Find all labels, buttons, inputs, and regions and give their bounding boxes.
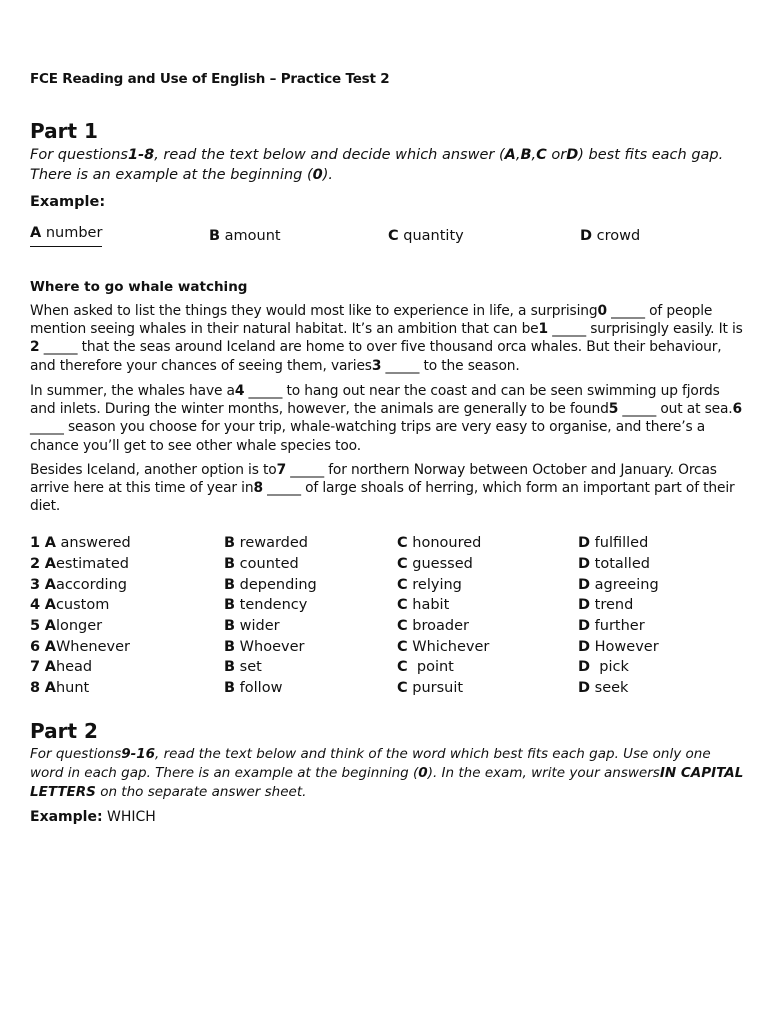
reading-text-title: Where to go whale watching	[30, 279, 248, 295]
part2-instructions: For questions9-16, read the text below and think of the word which best fits each gap. Use only one word in each gap. There is an example at the beginning (0). In the exam, write your answersIN CAPITAL LETTERS on tho separate answer sheet.	[30, 746, 744, 800]
option-word: set	[235, 659, 262, 676]
option-letter: D	[578, 597, 591, 614]
option-word: fulfilled	[590, 535, 649, 552]
option-b	[224, 678, 397, 699]
option-word: pick	[590, 659, 629, 676]
option-d	[578, 574, 744, 595]
option-word: point	[407, 659, 454, 676]
option-word: Whoever	[235, 638, 305, 655]
option-c	[397, 678, 578, 699]
question-row	[30, 616, 744, 637]
option-d	[578, 636, 744, 657]
option-word: However	[590, 638, 659, 655]
question-row	[30, 595, 744, 616]
question-number: 3	[30, 576, 41, 593]
option-word: Whichever	[407, 638, 490, 655]
option-letter: D	[578, 659, 591, 676]
option-letter: C	[397, 680, 408, 697]
option-letter: B	[224, 659, 236, 676]
question-row	[30, 533, 744, 554]
question-row	[30, 574, 744, 595]
option-c	[397, 616, 578, 637]
option-c	[397, 595, 578, 616]
option-d	[578, 616, 744, 637]
option-letter: A	[44, 597, 56, 614]
option-b	[224, 595, 397, 616]
option-letter: B	[224, 618, 236, 635]
question-number: 2	[30, 556, 41, 573]
option-letter: B	[224, 680, 236, 697]
reading-paragraph-2: In summer, the whales have a4 _____ to hang out near the coast and can be seen swimming up fjords and inlets. During the winter months, however, the animals are generally to be found5 _____ out at sea.6 _____ season you choose for your trip, whale-watching trips are very easy to organise, and there’s a chance you’ll get to see other whale species too.	[30, 383, 742, 454]
option-letter: B	[224, 535, 236, 552]
option-a	[30, 595, 224, 616]
option-word: further	[590, 618, 645, 635]
option-word: honoured	[407, 535, 482, 552]
question-number: 4	[30, 597, 41, 614]
option-word: according	[55, 576, 127, 593]
option-letter: B	[224, 638, 236, 655]
question-number: 8	[30, 680, 41, 697]
example-option-a: A number	[30, 223, 102, 247]
option-word: pursuit	[407, 680, 464, 697]
option-b	[224, 554, 397, 575]
option-a	[30, 657, 224, 678]
option-a	[30, 533, 224, 554]
example-option-d: D crowd	[580, 228, 641, 244]
question-row	[30, 554, 744, 575]
option-d	[578, 657, 744, 678]
option-letter: A	[44, 556, 56, 573]
option-letter: D	[578, 638, 591, 655]
option-letter: D	[578, 556, 591, 573]
option-word: seek	[590, 680, 629, 697]
option-letter: A	[44, 659, 56, 676]
option-word: follow	[235, 680, 283, 697]
option-letter: A	[44, 535, 56, 552]
question-row	[30, 636, 744, 657]
option-c	[397, 636, 578, 657]
option-word: Whenever	[55, 638, 130, 655]
option-letter: C	[397, 556, 408, 573]
option-letter: C	[397, 659, 408, 676]
option-d	[578, 595, 744, 616]
example-option-c: C quantity	[388, 228, 464, 244]
option-d	[578, 678, 744, 699]
option-letter: A	[44, 576, 56, 593]
option-b	[224, 657, 397, 678]
option-letter: D	[578, 535, 591, 552]
option-b	[224, 574, 397, 595]
option-c	[397, 533, 578, 554]
option-letter: C	[397, 638, 408, 655]
option-a	[30, 616, 224, 637]
reading-paragraph-1: When asked to list the things they would most like to experience in life, a surprising0 _____ of people mention seeing whales in their natural habitat. It’s an ambition that can be1 _____ surprisingly easily. It is 2 _____ that the seas around Iceland are home to over five thousand orca whales. But their behaviour, and therefore your chances of seeing them, varies3 _____ to the season.	[30, 303, 743, 374]
option-c	[397, 554, 578, 575]
option-word: totalled	[590, 556, 650, 573]
question-row	[30, 678, 744, 699]
option-b	[224, 533, 397, 554]
part2-heading: Part 2	[30, 719, 98, 743]
option-c	[397, 574, 578, 595]
option-word: estimated	[55, 556, 129, 573]
option-a	[30, 554, 224, 575]
option-word: relying	[407, 576, 462, 593]
option-letter: A	[44, 638, 56, 655]
option-word: custom	[55, 597, 110, 614]
answer-options-table	[30, 533, 744, 699]
option-letter: C	[397, 618, 408, 635]
option-letter: D	[578, 576, 591, 593]
option-letter: D	[578, 680, 591, 697]
option-word: counted	[235, 556, 299, 573]
option-d	[578, 533, 744, 554]
option-a	[30, 636, 224, 657]
option-letter: B	[224, 556, 236, 573]
part1-heading: Part 1	[30, 119, 98, 143]
option-c	[397, 657, 578, 678]
question-number: 7	[30, 659, 41, 676]
option-word: head	[55, 659, 93, 676]
document-title: FCE Reading and Use of English – Practice Test 2	[30, 71, 390, 87]
option-word: broader	[407, 618, 469, 635]
option-word: depending	[235, 576, 317, 593]
option-letter: C	[397, 576, 408, 593]
option-word: agreeing	[590, 576, 659, 593]
option-a	[30, 574, 224, 595]
option-letter: B	[224, 597, 236, 614]
option-word: rewarded	[235, 535, 309, 552]
option-word: answered	[55, 535, 131, 552]
question-number: 5	[30, 618, 41, 635]
option-letter: C	[397, 535, 408, 552]
part2-example: Example: WHICH	[30, 809, 156, 825]
option-b	[224, 616, 397, 637]
part1-example-label: Example:	[30, 194, 106, 210]
part1-instructions: For questions1-8, read the text below and decide which answer (A,B,C orD) best fits each gap. There is an example at the beginning (0).	[30, 147, 724, 183]
question-number: 6	[30, 638, 41, 655]
option-word: tendency	[235, 597, 308, 614]
option-letter: B	[224, 576, 236, 593]
option-a	[30, 678, 224, 699]
option-d	[578, 554, 744, 575]
example-option-b: B amount	[209, 228, 281, 244]
option-letter: D	[578, 618, 591, 635]
option-letter: A	[44, 680, 56, 697]
option-word: wider	[235, 618, 280, 635]
question-number: 1	[30, 535, 41, 552]
question-row	[30, 657, 744, 678]
option-word: trend	[590, 597, 634, 614]
option-letter: C	[397, 597, 408, 614]
option-word: guessed	[407, 556, 473, 573]
option-letter: A	[44, 618, 56, 635]
option-word: longer	[55, 618, 103, 635]
option-word: habit	[407, 597, 450, 614]
reading-paragraph-3: Besides Iceland, another option is to7 _____ for northern Norway between October and January. Orcas arrive here at this time of year in8 _____ of large shoals of herring, which form an important part of their diet.	[30, 462, 735, 515]
option-word: hunt	[55, 680, 90, 697]
option-b	[224, 636, 397, 657]
